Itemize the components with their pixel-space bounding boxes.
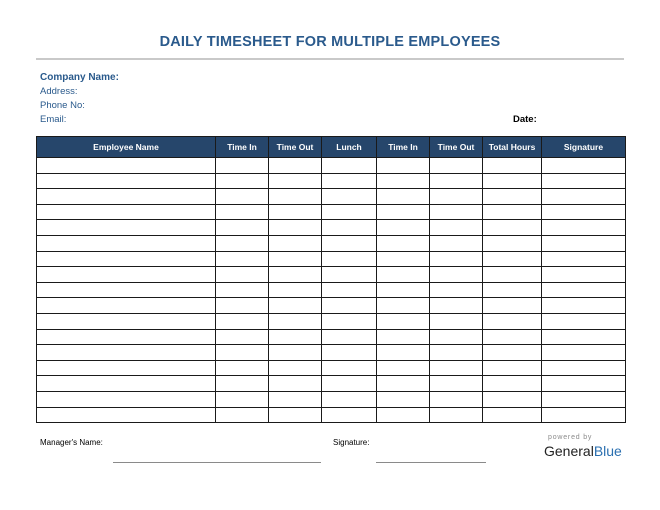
- table-cell[interactable]: [269, 407, 322, 423]
- table-cell[interactable]: [542, 391, 626, 407]
- table-cell[interactable]: [322, 313, 377, 329]
- table-cell[interactable]: [430, 360, 483, 376]
- address-label: Address:: [40, 86, 78, 97]
- table-cell[interactable]: [269, 158, 322, 174]
- table-cell[interactable]: [37, 158, 216, 174]
- table-cell[interactable]: [269, 376, 322, 392]
- company-info: [40, 71, 119, 127]
- logo-text-blue: Blue: [593, 443, 622, 459]
- table-cell[interactable]: [216, 313, 269, 329]
- table-cell[interactable]: [216, 220, 269, 236]
- table-cell[interactable]: [377, 313, 430, 329]
- table-row: [37, 298, 626, 314]
- table-cell[interactable]: [269, 298, 322, 314]
- table-row: [37, 189, 626, 205]
- table-cell[interactable]: [542, 298, 626, 314]
- table-cell[interactable]: [37, 407, 216, 423]
- table-cell[interactable]: [483, 235, 542, 251]
- table-cell[interactable]: [430, 298, 483, 314]
- table-cell[interactable]: [377, 329, 430, 345]
- table-cell[interactable]: [269, 173, 322, 189]
- table-cell[interactable]: [430, 329, 483, 345]
- date-label: Date:: [513, 114, 537, 125]
- table-cell[interactable]: [430, 407, 483, 423]
- table-cell[interactable]: [37, 251, 216, 267]
- table-cell[interactable]: [483, 407, 542, 423]
- table-cell[interactable]: [542, 267, 626, 283]
- table-cell[interactable]: [483, 204, 542, 220]
- table-cell[interactable]: [322, 376, 377, 392]
- table-cell[interactable]: [269, 220, 322, 236]
- table-cell[interactable]: [216, 282, 269, 298]
- table-cell[interactable]: [542, 235, 626, 251]
- table-cell[interactable]: [269, 282, 322, 298]
- table-cell[interactable]: [430, 204, 483, 220]
- table-cell[interactable]: [322, 282, 377, 298]
- table-cell[interactable]: [483, 391, 542, 407]
- table-cell[interactable]: [542, 407, 626, 423]
- table-cell[interactable]: [377, 360, 430, 376]
- signature-line[interactable]: [376, 462, 486, 463]
- table-row: [37, 267, 626, 283]
- table-row: [37, 282, 626, 298]
- table-cell[interactable]: [37, 220, 216, 236]
- table-cell[interactable]: [37, 298, 216, 314]
- column-header: Lunch: [322, 137, 377, 158]
- column-header: Employee Name: [37, 137, 216, 158]
- column-header: Time In: [377, 137, 430, 158]
- table-cell[interactable]: [430, 251, 483, 267]
- table-cell[interactable]: [430, 282, 483, 298]
- table-cell[interactable]: [483, 189, 542, 205]
- table-cell[interactable]: [216, 204, 269, 220]
- table-cell[interactable]: [216, 251, 269, 267]
- table-cell[interactable]: [377, 251, 430, 267]
- table-cell[interactable]: [377, 204, 430, 220]
- table-cell[interactable]: [542, 345, 626, 361]
- table-row: [37, 251, 626, 267]
- table-cell[interactable]: [216, 189, 269, 205]
- table-cell[interactable]: [542, 360, 626, 376]
- table-cell[interactable]: [483, 360, 542, 376]
- table-header-row: [37, 137, 626, 158]
- table-cell[interactable]: [483, 298, 542, 314]
- table-cell[interactable]: [216, 235, 269, 251]
- phone-label: Phone No:: [40, 100, 85, 111]
- logo-text-general: General: [544, 443, 594, 459]
- table-cell[interactable]: [216, 345, 269, 361]
- email-label: Email:: [40, 114, 67, 125]
- table-cell[interactable]: [269, 267, 322, 283]
- table-cell[interactable]: [37, 235, 216, 251]
- table-cell[interactable]: [430, 376, 483, 392]
- table-row: [37, 360, 626, 376]
- table-cell[interactable]: [377, 376, 430, 392]
- table-cell[interactable]: [483, 251, 542, 267]
- table-cell[interactable]: [216, 298, 269, 314]
- table-cell[interactable]: [430, 158, 483, 174]
- manager-name-label: Manager's Name:: [40, 438, 103, 447]
- table-cell[interactable]: [37, 360, 216, 376]
- table-cell[interactable]: [216, 158, 269, 174]
- table-cell[interactable]: [322, 158, 377, 174]
- table-cell[interactable]: [542, 158, 626, 174]
- table-cell[interactable]: [483, 158, 542, 174]
- table-cell[interactable]: [322, 251, 377, 267]
- table-cell[interactable]: [377, 298, 430, 314]
- signature-label: Signature:: [333, 438, 370, 447]
- table-cell[interactable]: [377, 235, 430, 251]
- table-cell[interactable]: [542, 313, 626, 329]
- table-row: [37, 204, 626, 220]
- table-cell[interactable]: [322, 173, 377, 189]
- table-cell[interactable]: [430, 189, 483, 205]
- table-cell[interactable]: [37, 282, 216, 298]
- table-cell[interactable]: [430, 345, 483, 361]
- table-cell[interactable]: [483, 173, 542, 189]
- table-cell[interactable]: [483, 267, 542, 283]
- page-title: DAILY TIMESHEET FOR MULTIPLE EMPLOYEES: [159, 34, 501, 50]
- table-cell[interactable]: [377, 158, 430, 174]
- table-cell[interactable]: [37, 189, 216, 205]
- table-row: [37, 391, 626, 407]
- table-cell[interactable]: [483, 220, 542, 236]
- table-cell[interactable]: [483, 345, 542, 361]
- table-cell[interactable]: [377, 220, 430, 236]
- table-cell[interactable]: [377, 173, 430, 189]
- table-cell[interactable]: [322, 235, 377, 251]
- table-cell[interactable]: [430, 173, 483, 189]
- table-cell[interactable]: [322, 189, 377, 205]
- table-row: [37, 407, 626, 423]
- table-cell[interactable]: [322, 360, 377, 376]
- table-cell[interactable]: [37, 391, 216, 407]
- table-cell[interactable]: [216, 376, 269, 392]
- table-cell[interactable]: [269, 391, 322, 407]
- column-header: Time Out: [269, 137, 322, 158]
- table-cell[interactable]: [542, 282, 626, 298]
- timesheet-table: [36, 136, 626, 423]
- table-cell[interactable]: [322, 329, 377, 345]
- column-header: Signature: [542, 137, 626, 158]
- table-cell[interactable]: [542, 329, 626, 345]
- table-cell[interactable]: [542, 189, 626, 205]
- column-header: Time Out: [430, 137, 483, 158]
- table-cell[interactable]: [322, 391, 377, 407]
- table-cell[interactable]: [377, 407, 430, 423]
- table-cell[interactable]: [269, 204, 322, 220]
- table-cell[interactable]: [269, 189, 322, 205]
- powered-by-text: powered by: [548, 434, 593, 441]
- table-cell[interactable]: [37, 376, 216, 392]
- table-cell[interactable]: [37, 204, 216, 220]
- column-header: Total Hours: [483, 137, 542, 158]
- table-cell[interactable]: [483, 313, 542, 329]
- table-cell[interactable]: [542, 204, 626, 220]
- table-cell[interactable]: [483, 329, 542, 345]
- table-cell[interactable]: [430, 220, 483, 236]
- table-cell[interactable]: [322, 407, 377, 423]
- manager-name-line[interactable]: [113, 462, 321, 463]
- table-cell[interactable]: [430, 235, 483, 251]
- table-cell[interactable]: [542, 173, 626, 189]
- table-row: [37, 313, 626, 329]
- table-cell[interactable]: [322, 220, 377, 236]
- table-cell[interactable]: [37, 267, 216, 283]
- table-row: [37, 173, 626, 189]
- table-cell[interactable]: [483, 376, 542, 392]
- table-cell[interactable]: [377, 391, 430, 407]
- table-row: [37, 376, 626, 392]
- table-cell[interactable]: [216, 391, 269, 407]
- table-cell[interactable]: [216, 329, 269, 345]
- table-cell[interactable]: [37, 173, 216, 189]
- table-cell[interactable]: [542, 376, 626, 392]
- table-cell[interactable]: [269, 345, 322, 361]
- table-cell[interactable]: [322, 267, 377, 283]
- table-cell[interactable]: [430, 267, 483, 283]
- table-cell[interactable]: [216, 173, 269, 189]
- table-cell[interactable]: [542, 220, 626, 236]
- table-cell[interactable]: [377, 282, 430, 298]
- table-cell[interactable]: [542, 251, 626, 267]
- table-cell[interactable]: [377, 189, 430, 205]
- table-cell[interactable]: [483, 282, 542, 298]
- table-cell[interactable]: [37, 313, 216, 329]
- table-cell[interactable]: [377, 267, 430, 283]
- column-header: Time In: [216, 137, 269, 158]
- table-cell[interactable]: [269, 235, 322, 251]
- table-cell[interactable]: [269, 329, 322, 345]
- table-cell[interactable]: [216, 267, 269, 283]
- title-divider: [36, 58, 624, 60]
- company-name-label: Company Name:: [40, 72, 119, 83]
- table-cell[interactable]: [37, 329, 216, 345]
- table-cell[interactable]: [377, 345, 430, 361]
- table-cell[interactable]: [269, 360, 322, 376]
- table-row: [37, 220, 626, 236]
- table-cell[interactable]: [430, 313, 483, 329]
- table-cell[interactable]: [216, 360, 269, 376]
- table-row: [37, 235, 626, 251]
- table-cell[interactable]: [430, 391, 483, 407]
- table-row: [37, 345, 626, 361]
- table-cell[interactable]: [322, 345, 377, 361]
- generalblue-logo: [544, 443, 622, 459]
- table-row: [37, 329, 626, 345]
- table-cell[interactable]: [269, 251, 322, 267]
- table-cell[interactable]: [322, 298, 377, 314]
- table-cell[interactable]: [322, 204, 377, 220]
- table-cell[interactable]: [216, 407, 269, 423]
- table-cell[interactable]: [269, 313, 322, 329]
- table-cell[interactable]: [37, 345, 216, 361]
- table-body: [37, 158, 626, 423]
- table-row: [37, 158, 626, 174]
